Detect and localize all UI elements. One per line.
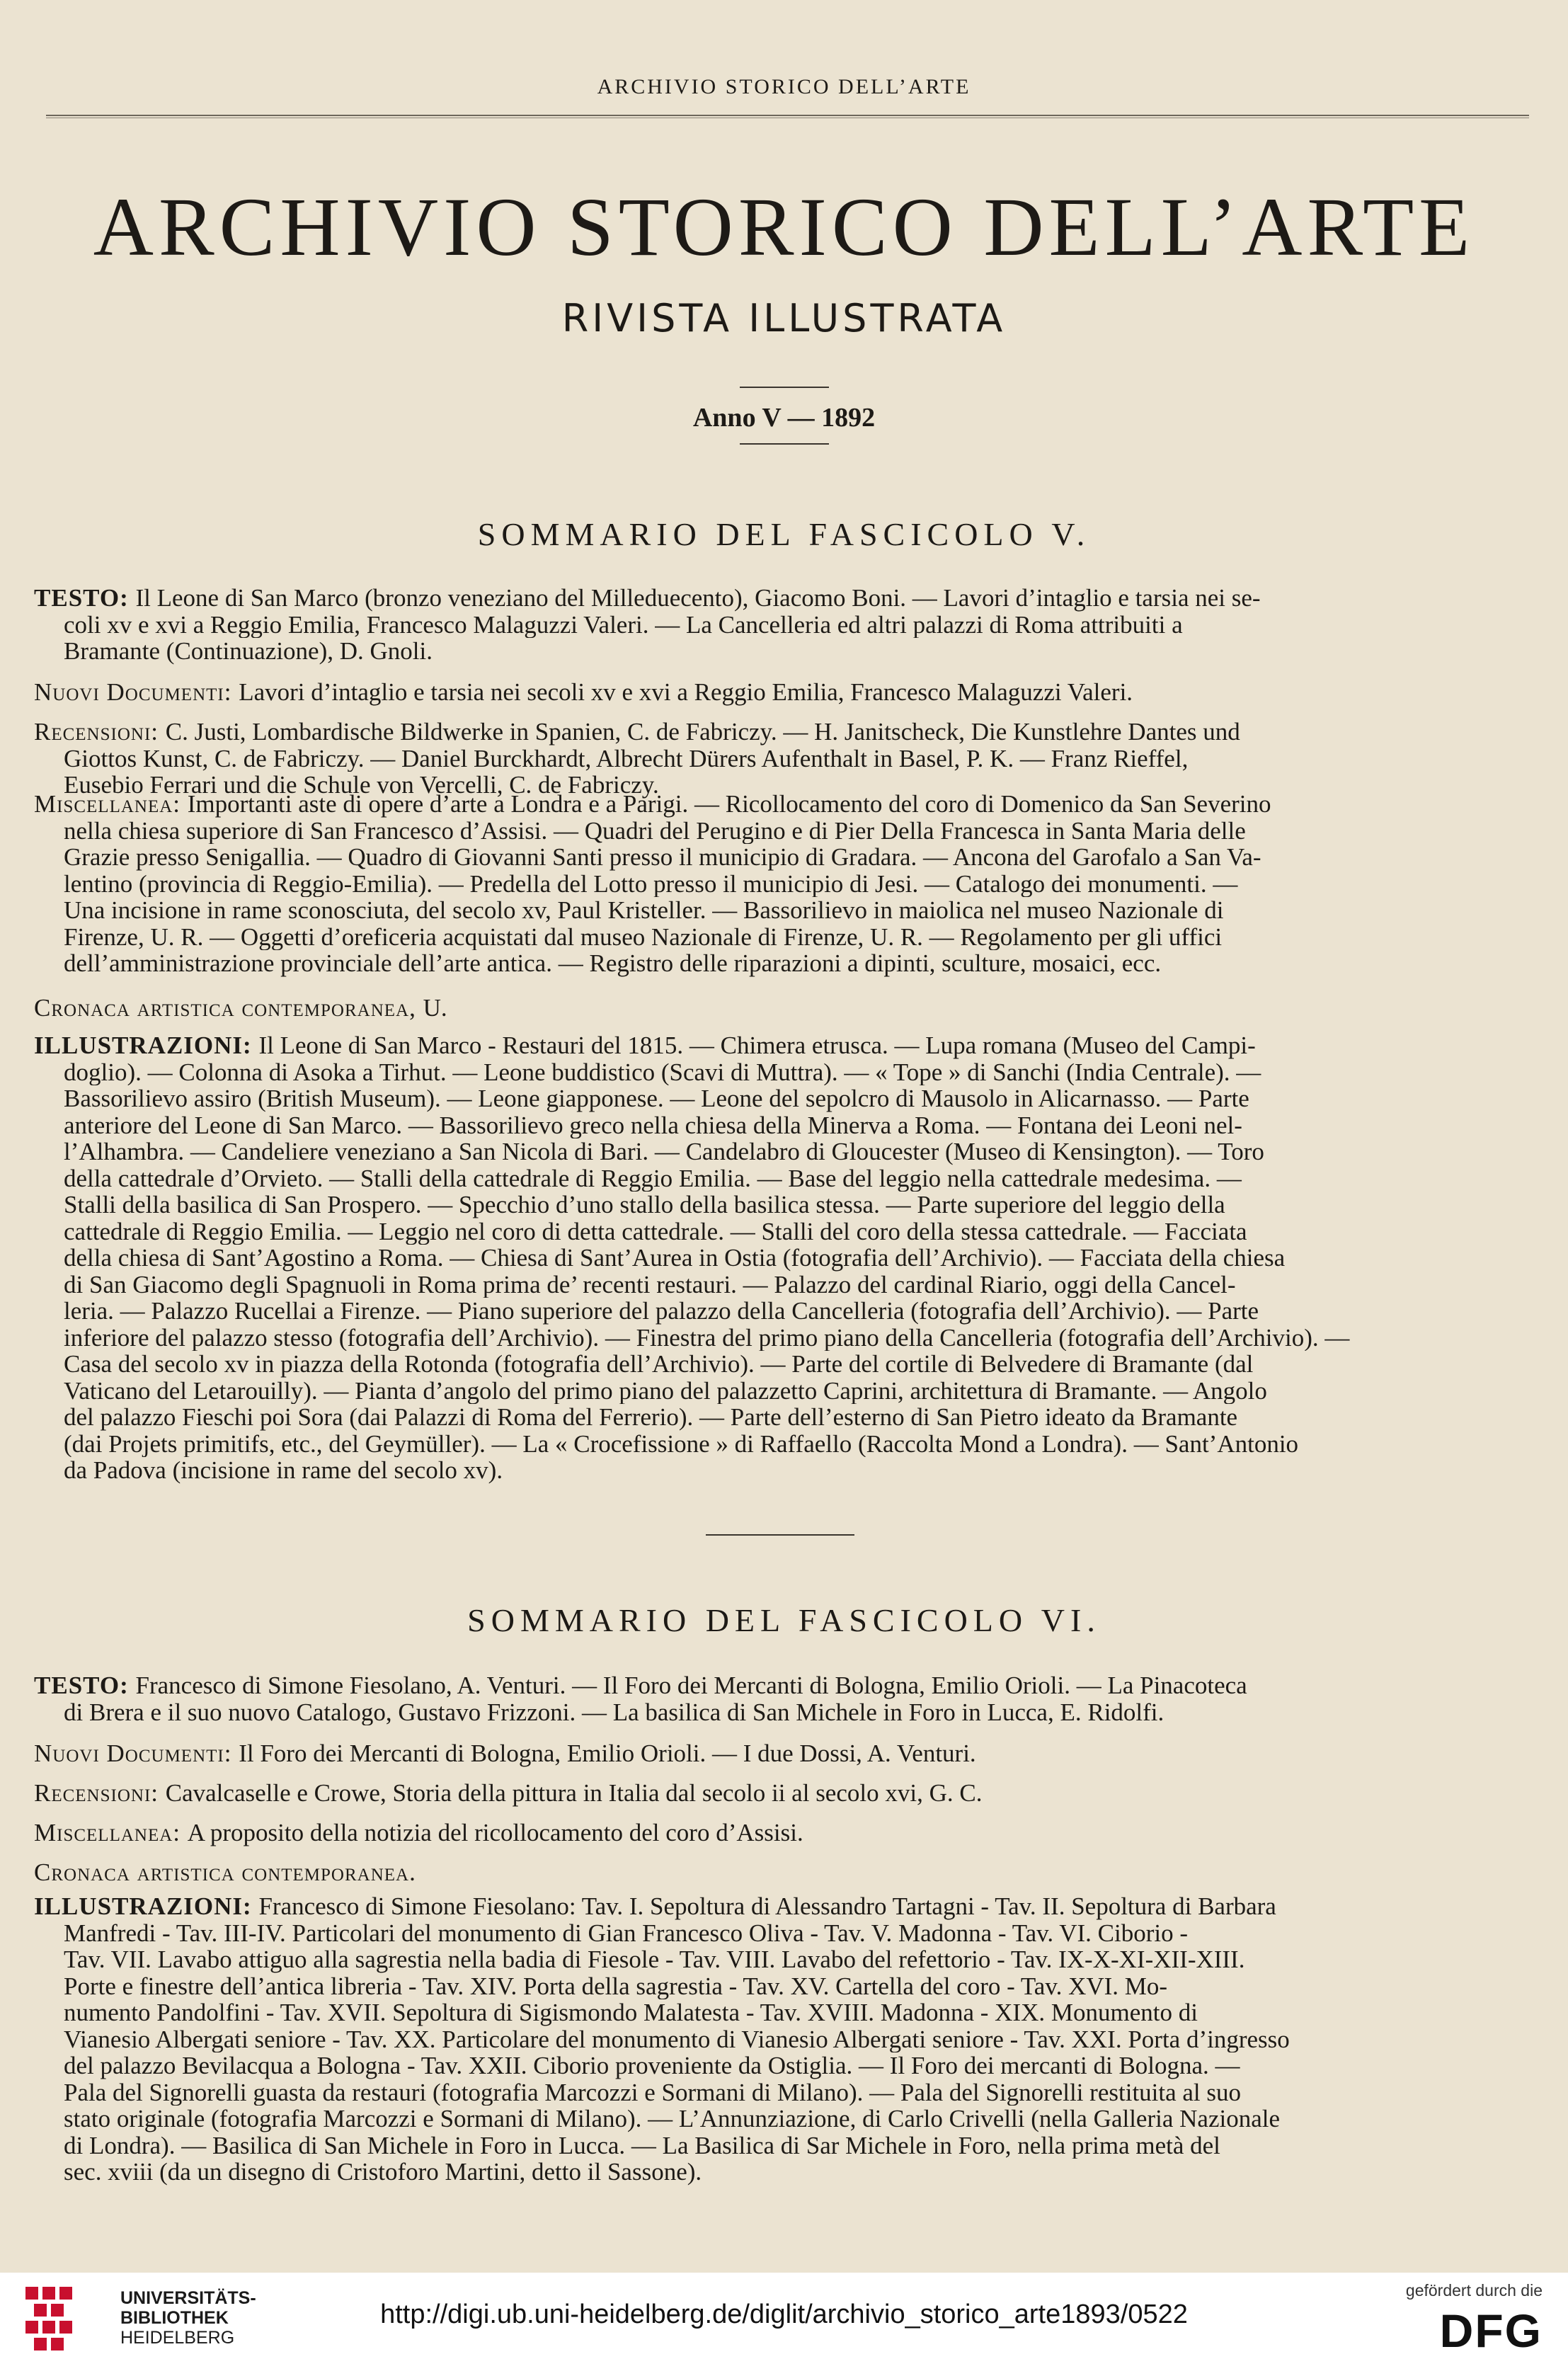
line-text: numento Pandolfini - Tav. XVII. Sepoltura di Sigismondo Malatesta - Tav. XVIII. Madonna - XIX. Monumento di <box>64 1999 1198 2026</box>
line-text: U. <box>423 995 447 1022</box>
line-text: Il Foro dei Mercanti di Bologna, Emilio Orioli. — I due Dossi, A. Venturi. <box>239 1740 976 1767</box>
summary-paragraph <box>34 1859 1513 1886</box>
line-text: inferiore del palazzo stesso (fotografia dell’Archivio). — Finestra del primo piano della Cancelleria (fotografia dell’Archivio). — <box>64 1324 1350 1351</box>
text-line <box>34 1085 1513 1112</box>
line-text: Il Leone di San Marco - Restauri del 1815. — Chimera etrusca. — Lupa romana (Museo del Campi- <box>258 1032 1256 1059</box>
text-line <box>34 995 1513 1022</box>
text-line <box>34 1192 1513 1218</box>
text-line <box>34 1780 1513 1807</box>
text-line <box>34 924 1513 951</box>
text-line <box>34 746 1513 772</box>
text-line <box>34 1999 1513 2026</box>
line-text: nella chiesa superiore di San Francesco d’Assisi. — Quadri del Perugino e di Pier Della Francesca in Santa Maria delle <box>64 817 1246 844</box>
sponsor-note: gefördert durch die <box>1405 2281 1543 2300</box>
text-line <box>34 1059 1513 1086</box>
line-text: coli xv e xvi a Reggio Emilia, Francesco Malaguzzi Valeri. — La Cancelleria ed altri palazzi di Roma attribuiti a <box>64 611 1183 638</box>
line-text: della cattedrale d’Orvieto. — Stalli della cattedrale di Reggio Emilia. — Base del leggio nella cattedrale medesima. — <box>64 1165 1242 1192</box>
line-text: Porte e finestre dell’antica libreria - Tav. XIV. Porta della sagrestia - Tav. XV. Cartella del coro - Tav. XVI. Mo- <box>64 1972 1168 1999</box>
paragraph-label: Miscellanea: <box>34 1820 188 1846</box>
summary-paragraph <box>34 1780 1513 1807</box>
text-line <box>34 1138 1513 1165</box>
section-title-fascicolo-vi: SOMMARIO DEL FASCICOLO VI. <box>467 1602 1101 1638</box>
line-text: leria. — Palazzo Rucellai a Firenze. — Piano superiore del palazzo della Cancelleria (fotografia dell’Archivio). — Parte <box>64 1298 1259 1325</box>
line-text: Il Leone di San Marco (bronzo veneziano del Milleduecento), Giacomo Boni. — Lavori d’intaglio e tarsia nei se- <box>135 585 1261 612</box>
line-text: di Londra). — Basilica di San Michele in Foro in Lucca. — La Basilica di Sar Michele in Foro, nella prima metà del <box>64 2132 1220 2159</box>
summary-paragraph <box>34 679 1513 706</box>
divider-rule <box>740 443 829 445</box>
text-line <box>34 871 1513 898</box>
line-text: (dai Projets primitifs, etc., del Geymüller). — La « Crocefissione » di Raffaello (Raccolta Mond a Londra). — Sant’Antonio <box>64 1430 1299 1457</box>
line-text: Firenze, U. R. — Oggetti d’oreficeria acquistati dal museo Nazionale di Firenze, U. R. — Regolamento per gli uffici <box>64 923 1223 950</box>
paragraph-label: Cronaca artistica contemporanea. <box>34 1859 416 1886</box>
text-line <box>34 1032 1513 1059</box>
text-line <box>34 1272 1513 1298</box>
line-text: del palazzo Bevilacqua a Bologna - Tav. XXII. Ciborio proveniente da Ostiglia. — Il Foro dei mercanti di Bologna. — <box>64 2052 1240 2079</box>
line-text: Francesco di Simone Fiesolano, A. Venturi. — Il Foro dei Mercanti di Bologna, Emilio Orioli. — La Pinacoteca <box>135 1672 1247 1699</box>
section-title-fascicolo-v: SOMMARIO DEL FASCICOLO V. <box>477 516 1091 552</box>
line-text: Pala del Signorelli guasta da restauri (fotografia Marcozzi e Sormani di Milano). — Pala del Signorelli restituita al suo <box>64 2079 1242 2106</box>
line-text: Casa del secolo xv in piazza della Rotonda (fotografia dell’Archivio). — Parte del cortile di Belvedere di Bramante (dal <box>64 1351 1254 1378</box>
text-line <box>34 1298 1513 1325</box>
line-text: Bramante (Continuazione), D. Gnoli. <box>64 638 433 665</box>
line-text: Grazie presso Senigallia. — Quadro di Giovanni Santi presso il municipio di Gradara. — Ancona del Garofalo a San Va- <box>64 844 1261 871</box>
paragraph-label: TESTO: <box>34 1672 136 1699</box>
line-text: Tav. VII. Lavabo attiguo alla sagrestia nella badia di Fiesole - Tav. VIII. Lavabo del refettorio - Tav. IX-X-XI-XII-XIII. <box>64 1946 1245 1973</box>
text-line <box>34 1112 1513 1139</box>
line-text: A proposito della notizia del ricollocamento del coro d’Assisi. <box>187 1820 803 1846</box>
text-line <box>34 1920 1513 1947</box>
line-text: dell’amministrazione provinciale dell’arte antica. — Registro delle riparazioni a dipinti, sculture, mosaici, ecc. <box>64 950 1162 977</box>
line-text: Cavalcaselle e Crowe, Storia della pittura in Italia dal secolo ii al secolo xvi, G. C. <box>165 1780 983 1807</box>
source-url-link[interactable]: http://digi.ub.uni-heidelberg.de/diglit/archivio_storico_arte1893/0522 <box>380 2300 1188 2329</box>
text-line <box>34 2132 1513 2159</box>
text-line <box>34 844 1513 871</box>
text-line <box>34 1325 1513 1352</box>
line-text: da Padova (incisione in rame del secolo xv). <box>64 1457 503 1484</box>
text-line <box>34 1165 1513 1192</box>
summary-paragraph <box>34 1820 1513 1846</box>
text-line <box>34 1218 1513 1245</box>
summary-paragraph <box>34 719 1513 799</box>
line-text: di Brera e il suo nuovo Catalogo, Gustavo Frizzoni. — La basilica di San Michele in Foro in Lucca, E. Ridolfi. <box>64 1698 1164 1725</box>
text-line <box>34 1893 1513 1920</box>
line-text: Manfredi - Tav. III-IV. Particolari del monumento di Gian Francesco Oliva - Tav. V. Madonna - Tav. VI. Ciborio - <box>64 1919 1189 1946</box>
text-line <box>34 950 1513 977</box>
text-line <box>34 1351 1513 1378</box>
line-text: Vianesio Albergati seniore - Tav. XX. Particolare del monumento di Vianesio Albergati seniore - Tav. XXI. Porta d’ingresso <box>64 2026 1290 2052</box>
text-line <box>34 2106 1513 2132</box>
line-text: Lavori d’intaglio e tarsia nei secoli xv e xvi a Reggio Emilia, Francesco Malaguzzi Valeri. <box>239 679 1133 706</box>
text-line <box>34 1672 1513 1699</box>
text-line <box>34 1431 1513 1458</box>
paragraph-label: Nuovi Documenti: <box>34 1740 239 1767</box>
line-text: Vaticano del Letarouilly). — Pianta d’angolo del primo piano del palazzetto Caprini, architettura di Bramante. — Angolo <box>64 1377 1267 1404</box>
paragraph-label: TESTO: <box>34 585 136 612</box>
text-line <box>34 1457 1513 1484</box>
text-line <box>34 897 1513 924</box>
line-text: Bassorilievo assiro (British Museum). — Leone giapponese. — Leone del sepolcro di Mausolo in Alicarnasso. — Parte <box>64 1085 1249 1112</box>
journal-subtitle: RIVISTA ILLUSTRATA <box>561 296 1007 341</box>
institution-name: UNIVERSITÄTS- BIBLIOTHEK HEIDELBERG <box>120 2288 256 2348</box>
line-text: di San Giacomo degli Spagnuoli in Roma prima de’ recenti restauri. — Palazzo del cardinal Riario, oggi della Cancel- <box>64 1271 1236 1298</box>
line-text: Francesco di Simone Fiesolano: Tav. I. Sepoltura di Alessandro Tartagni - Tav. II. Sepoltura di Barbara <box>258 1893 1276 1920</box>
paragraph-label: Miscellanea: <box>34 791 188 818</box>
line-text: l’Alhambra. — Candeliere veneziano a San Nicola di Bari. — Candelabro di Gloucester (Museo di Kensington). — Toro <box>64 1138 1264 1165</box>
paragraph-label: Recensioni: <box>34 719 166 746</box>
line-text: C. Justi, Lombardische Bildwerke in Spanien, C. de Fabriczy. — H. Janitscheck, Die Kunstlehre Dantes und <box>165 719 1240 746</box>
journal-title: ARCHIVIO STORICO DELL’ARTE <box>93 181 1475 273</box>
text-line <box>34 2159 1513 2186</box>
dfg-logo: DFG <box>1439 2304 1543 2357</box>
text-line <box>34 1245 1513 1272</box>
section-divider <box>706 1534 854 1536</box>
paragraph-label: ILLUSTRAZIONI: <box>34 1032 259 1059</box>
line-text: lentino (provincia di Reggio-Emilia). — Predella del Lotto presso il municipio di Jesi. — Catalogo dei monumenti. — <box>64 870 1238 897</box>
text-line <box>34 2052 1513 2079</box>
summary-paragraph <box>34 1893 1513 2186</box>
footer-bar <box>0 2273 1568 2359</box>
line-text: Stalli della basilica di San Prospero. — Specchio d’uno stallo della basilica stessa. — Parte superiore del leggio della <box>64 1192 1225 1218</box>
summary-paragraph <box>34 995 1513 1022</box>
summary-paragraph <box>34 1672 1513 1725</box>
line-text: Giottos Kunst, C. de Fabriczy. — Daniel Burckhardt, Albrecht Dürers Aufenthalt in Basel, P. K. — Franz Rieffel, <box>64 745 1189 772</box>
text-line <box>34 1404 1513 1431</box>
divider-rule <box>740 387 829 388</box>
header-rule <box>46 115 1529 116</box>
summary-paragraph <box>34 585 1513 665</box>
text-line <box>34 1699 1513 1726</box>
running-head: ARCHIVIO STORICO DELL’ARTE <box>597 75 971 98</box>
summary-paragraph <box>34 791 1513 977</box>
text-line <box>34 791 1513 818</box>
text-line <box>34 1859 1513 1886</box>
paragraph-label: ILLUSTRAZIONI: <box>34 1893 259 1920</box>
line-text: Una incisione in rame sconosciuta, del secolo xv, Paul Kristeller. — Bassorilievo in maiolica nel museo Nazionale di <box>64 897 1224 924</box>
text-line <box>34 679 1513 706</box>
text-line <box>34 2026 1513 2053</box>
text-line <box>34 719 1513 746</box>
text-line <box>34 1740 1513 1767</box>
line-text: doglio). — Colonna di Asoka a Tirhut. — Leone buddistico (Scavi di Muttra). — « Tope » di Sanchi (India Centrale). — <box>64 1058 1261 1085</box>
text-line <box>34 638 1513 665</box>
line-text: anteriore del Leone di San Marco. — Bassorilievo greco nella chiesa della Minerva a Roma. — Fontana dei Leoni nel- <box>64 1112 1242 1138</box>
line-text: cattedrale di Reggio Emilia. — Leggio nel coro di detta cattedrale. — Stalli del coro della stessa cattedrale. — Facciata <box>64 1218 1247 1245</box>
text-line <box>34 1820 1513 1846</box>
summary-paragraph <box>34 1032 1513 1484</box>
line-text: della chiesa di Sant’Agostino a Roma. — Chiesa di Sant’Aurea in Ostia (fotografia dell’Archivio). — Facciata della chiesa <box>64 1245 1286 1272</box>
volume-year: Anno V — 1892 <box>692 403 876 433</box>
paragraph-label: Cronaca artistica contemporanea, <box>34 995 423 1022</box>
text-line <box>34 1946 1513 1973</box>
paragraph-label: Recensioni: <box>34 1780 166 1807</box>
summary-paragraph <box>34 1740 1513 1767</box>
line-text: stato originale (fotografia Marcozzi e Sormani di Milano). — L’Annunziazione, di Carlo Crivelli (nella Galleria Nazionale <box>64 2106 1280 2132</box>
text-line <box>34 818 1513 845</box>
text-line <box>34 1973 1513 2000</box>
line-text: Eusebio Ferrari und die Schule von Vercelli, C. de Fabriczy. <box>64 772 659 799</box>
line-text: Importanti aste di opere d’arte a Londra e a Parigi. — Ricollocamento del coro di Domenico da San Severino <box>187 791 1271 818</box>
text-line <box>34 1378 1513 1405</box>
paragraph-label: Nuovi Documenti: <box>34 679 239 706</box>
text-line <box>34 2079 1513 2106</box>
text-line <box>34 585 1513 612</box>
line-text: del palazzo Fieschi poi Sora (dai Palazzi di Roma del Ferrerio). — Parte dell’esterno di San Pietro ideato da Bramante <box>64 1404 1238 1431</box>
line-text: sec. xviii (da un disegno di Cristoforo Martini, detto il Sassone). <box>64 2159 702 2186</box>
text-line <box>34 612 1513 639</box>
